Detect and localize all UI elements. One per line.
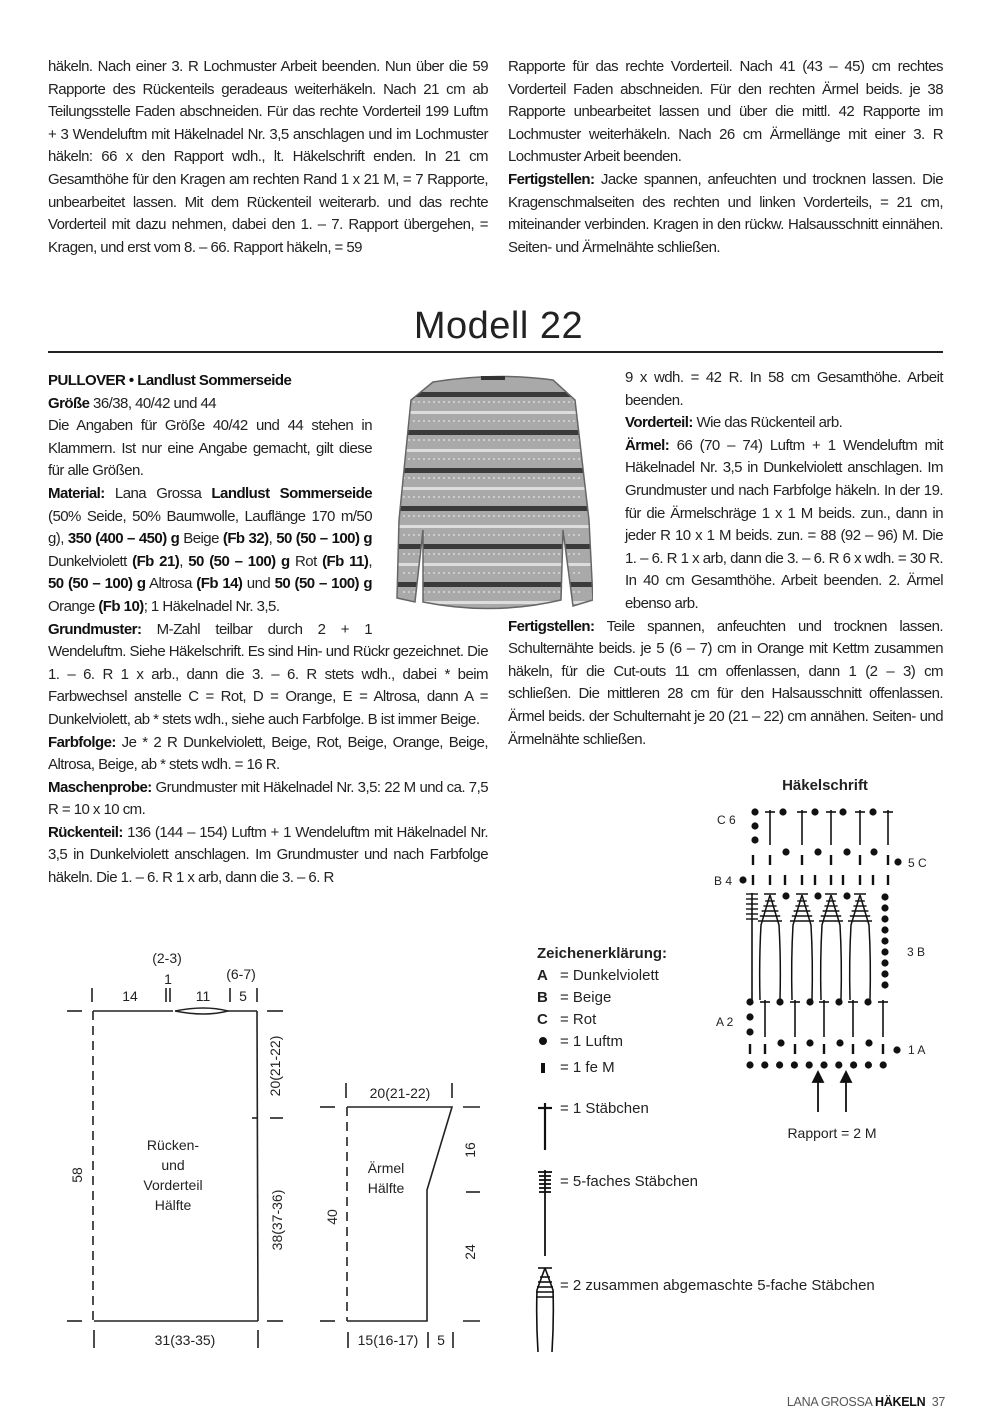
chain-stitch-mark — [806, 1039, 813, 1046]
body-label-3: Vorderteil — [143, 1177, 203, 1193]
text-run: Beige — [179, 530, 223, 548]
bold-label: Material: — [48, 484, 105, 502]
legend-text-single: = 1 fe M — [560, 1059, 615, 1076]
chain-stitch-mark — [850, 1061, 857, 1068]
single-crochet-mark — [814, 875, 816, 885]
bold-label: 350 (400 – 450) g — [67, 530, 180, 548]
chain-stitch-mark — [746, 1061, 753, 1068]
legend-text-cluster: = 2 zusammen abgemaschte 5-fache Stäbchen — [560, 1277, 875, 1294]
single-crochet-mark — [830, 855, 832, 865]
chain-stitch-mark — [751, 836, 758, 843]
footer-magazine: HÄKELN — [875, 1395, 926, 1409]
single-crochet-mark — [801, 875, 803, 885]
crochet-chart — [714, 777, 927, 1141]
single-crochet-mark — [842, 875, 844, 885]
page-number: 37 — [931, 1395, 945, 1409]
row-label-a2: A 2 — [716, 1015, 734, 1029]
chain-stitch-mark — [870, 848, 877, 855]
chain-stitch-mark — [864, 998, 871, 1005]
body-label-4: Hälfte — [154, 1197, 192, 1213]
chain-stitch-mark — [751, 822, 758, 829]
dim-lower-height: 38(37-36) — [269, 1189, 285, 1251]
footer-brand: LANA GROSSA — [786, 1395, 872, 1409]
text-run: , — [268, 530, 277, 548]
single-crochet-mark — [830, 875, 832, 885]
chain-stitch-mark — [776, 1061, 783, 1068]
single-crochet-mark — [769, 875, 771, 885]
single-crochet-mark — [794, 1044, 796, 1054]
chain-stitch-mark — [880, 1061, 887, 1068]
chain-stitch-mark — [881, 970, 888, 977]
dim-bottom-width: 31(33-35) — [154, 1332, 216, 1348]
chain-stitch-mark — [839, 808, 846, 815]
text-run: Orange — [48, 597, 99, 615]
model-title: Modell 22 — [413, 305, 584, 347]
chain-dot-icon — [539, 1037, 547, 1045]
text-run: Rot — [289, 552, 323, 570]
bold-label: (Fb 14) — [196, 575, 243, 593]
chain-stitch-mark — [776, 998, 783, 1005]
chain-stitch-mark — [835, 1061, 842, 1068]
dim-upper-height: 20(21-22) — [267, 1035, 283, 1097]
single-crochet-mark — [882, 1044, 884, 1054]
chain-stitch-mark — [881, 926, 888, 933]
page-footer — [787, 1395, 945, 1409]
single-crochet-mark — [749, 1044, 751, 1054]
chain-stitch-mark — [881, 959, 888, 966]
chain-stitch-mark — [881, 915, 888, 922]
dim-top-b: 1 — [164, 971, 172, 987]
single-crochet-mark — [859, 875, 861, 885]
text-run: 9 x wdh. = 42 R. In 58 cm Gesamthöhe. Arbeit beenden. — [625, 369, 943, 409]
single-crochet-mark — [784, 875, 786, 885]
row-label-5c: 5 C — [908, 856, 927, 870]
sleeve-label-2: Hälfte — [367, 1180, 405, 1196]
chain-stitch-mark — [893, 1046, 900, 1053]
chain-stitch-mark — [751, 808, 758, 815]
single-crochet-mark — [752, 855, 754, 865]
text-run: 36/38, 40/42 und 44 — [89, 394, 217, 412]
text-run: Grundmuster mit Häkelnadel Nr. 3,5: 22 M und ca. 7,5 R = 10 x 10 cm. — [48, 778, 488, 819]
chart-title: Häkelschrift — [782, 777, 868, 794]
single-crochet-mark — [872, 875, 874, 885]
single-crochet-mark — [859, 855, 861, 865]
bold-label: Rückenteil: — [48, 823, 123, 841]
single-crochet-mark — [801, 855, 803, 865]
chain-stitch-mark — [894, 858, 901, 865]
row-label-3b: 3 B — [907, 945, 926, 959]
text-run: häkeln. Nach einer 3. R Lochmuster Arbeit beenden. Nun über die 59 Rapporte des Rückenteils geradeaus weiterhäkeln. Nach 21 cm ab Teilungsstelle Faden abschneiden. Für das rechte Vorderteil 199 Luftm + 3 Wendeluftm mit Häkelnadel Nr. 3,5 anschlagen und im Lochmuster häkeln: 66 x den Rapport wdh., lt. Häkelschrift enden. In 21 cm Gesamthöhe für den Kragen am rechten Rand 1 x 21 M, = 7 Rapporte, unbearbeitet lassen. Mit dem Rückenteil weiterarb. und das rechte Vorderteil mit dazu nehmen, dabei den 1. – 7. Rapport übergehen, = Kragen, und erst vom 8. – 66. Rapport häkeln, = 59 — [48, 58, 488, 256]
text-run: , — [368, 552, 372, 570]
single-crochet-icon — [541, 1063, 545, 1073]
text-run: Teile spannen, anfeuchten und trocknen lassen. Schulternähte beids. je 5 (6 – 7) cm in Orange mit Kettm zusammen häkeln, für die Cut-outs 11 cm offenlassen, dann 1 (2 – 3) cm schließen. Die mittleren 28 cm für den Halsausschnitt offenlassen. Ärmel beids. der Schulternaht je 20 (21 – 22) cm annähen. Seiten- und Ärmelnähte schließen. — [508, 617, 943, 748]
bold-label: (Fb 11) — [322, 552, 369, 570]
chain-stitch-mark — [746, 1013, 753, 1020]
chain-stitch-mark — [835, 998, 842, 1005]
chain-stitch-mark — [782, 892, 789, 899]
sleeve-label-1: Ärmel — [367, 1160, 405, 1176]
sleeve-upper-height: 16 — [462, 1142, 478, 1158]
sleeve-schematic — [320, 1083, 480, 1348]
chain-stitch-mark — [782, 848, 789, 855]
chain-stitch-mark — [820, 1061, 827, 1068]
chain-stitch-mark — [806, 998, 813, 1005]
bold-label: Farbfolge: — [48, 733, 116, 751]
sleeve-top-width: 20(21-22) — [369, 1085, 431, 1101]
legend-text-a: = Dunkelviolett — [560, 967, 659, 984]
text-run: ; 1 Häkelnadel Nr. 3,5. — [143, 597, 280, 615]
text-run: Altrosa — [145, 575, 197, 593]
text-run: M-Zahl teilbar durch 2 + 1 Wendeluftm. Siehe Häkelschrift. Es sind Hin- und Rückr gezeichnet. Die 1. – 6. R 1 x arb., dann die 3. – 6. R stets wdh., dabei * beim Farbwechsel anstelle C = Rot, D = Orange, E = Altrosa, dann A = Dunkelviolett, ab * stets wdh., siehe auch Farbfolge. B ist immer Beige. — [48, 620, 488, 728]
chain-stitch-mark — [881, 981, 888, 988]
chain-stitch-mark — [869, 808, 876, 815]
chain-stitch-mark — [739, 876, 746, 883]
dim-width-3: 5 — [239, 988, 247, 1004]
single-crochet-mark — [764, 1044, 766, 1054]
dim-width-1: 14 — [122, 988, 138, 1004]
chain-stitch-mark — [865, 1039, 872, 1046]
bold-label: (Fb 32) — [222, 530, 269, 548]
legend-text-quintuple: = 5-faches Stäbchen — [560, 1173, 699, 1190]
legend-key-a: A — [537, 967, 548, 984]
chain-stitch-mark — [806, 1061, 813, 1068]
bold-label: 50 (50 – 100) g — [276, 530, 372, 548]
single-crochet-mark — [887, 855, 889, 865]
row-label-b4: B 4 — [714, 874, 733, 888]
chain-stitch-mark — [814, 848, 821, 855]
chain-stitch-mark — [881, 904, 888, 911]
chain-stitch-mark — [779, 808, 786, 815]
text-run: und — [242, 575, 275, 593]
body-label-1: Rücken- — [146, 1137, 200, 1153]
bold-label: Maschenprobe: — [48, 778, 152, 796]
sleeve-lower-height: 24 — [462, 1244, 478, 1260]
chain-stitch-mark — [881, 948, 888, 955]
double-crochet-icon — [538, 1103, 552, 1150]
text-run: 66 (70 – 74) Luftm + 1 Wendeluftm mit Häkelnadel Nr. 3,5 in Dunkelviolett anschlagen. Im Grundmuster und nach Farbfolge häkeln. In der 19. für die Ärmelschräge 1 x 1 M beids. zun., dann in jeder R 10 x 1 M beids. zun. = 88 (92 – 96) M. Die 1. – 6. R 1 x arb, dann die 3. – 6. R 6 x wdh. = 30 R. In 40 cm Gesamthöhe. Arbeit beenden. 2. Ärmel ebenso arb. — [625, 436, 943, 612]
text-run: (50% Seide, 50% Baumwolle, Lauflänge 170 m/50 g), — [48, 507, 372, 548]
row-label-c6: C 6 — [717, 813, 736, 827]
chain-stitch-mark — [865, 1061, 872, 1068]
bold-label: 50 (50 – 100) g — [274, 575, 373, 593]
dim-top-c: (6-7) — [226, 966, 256, 982]
chain-stitch-mark — [777, 1039, 784, 1046]
text-run: Rapporte für das rechte Vorderteil. Nach 41 (43 – 45) cm rechtes Vorderteil Faden abschneiden. Für den rechten Ärmel beids. je 38 Rapporte unbearbeitet lassen und über die mittl. 42 Rapporte im Lochmuster weiterhäkeln. Nach 26 cm Ärmellänge mit einer 3. R Lochmuster Arbeit beenden. — [508, 58, 943, 166]
legend-key-b: B — [537, 989, 548, 1006]
bold-label: PULLOVER • Landlust Sommerseide — [48, 372, 292, 389]
repeat-arrows — [813, 1072, 851, 1112]
single-crochet-mark — [769, 855, 771, 865]
bold-label: Fertigstellen: — [508, 170, 595, 188]
row-label-1a: 1 A — [908, 1043, 926, 1057]
chain-stitch-mark — [843, 848, 850, 855]
sleeve-total-height: 40 — [324, 1209, 340, 1225]
bold-label: Fertigstellen: — [508, 617, 595, 635]
single-crochet-mark — [823, 1044, 825, 1054]
legend-text-b: = Beige — [560, 989, 612, 1006]
cluster-icon — [536, 1268, 554, 1352]
text-run: Je * 2 R Dunkelviolett, Beige, Rot, Beige, Orange, Beige, Altrosa, Beige, ab * stets wdh. = 16 R. — [48, 733, 488, 774]
bold-label: Grundmuster: — [48, 620, 142, 638]
text-run: Dunkelviolett — [48, 552, 133, 570]
sleeve-bottom-width-2: 5 — [437, 1332, 445, 1348]
bold-label: Größe — [48, 394, 90, 412]
bold-label: (Fb 10) — [98, 597, 144, 615]
chain-stitch-mark — [811, 808, 818, 815]
text-run: Lana Grossa — [104, 484, 212, 502]
bold-label: Ärmel: — [625, 436, 670, 454]
bold-label: 50 (50 – 100) g — [188, 552, 290, 570]
bold-label: (Fb 21) — [132, 552, 180, 570]
legend-text-double: = 1 Stäbchen — [560, 1100, 649, 1117]
chain-stitch-mark — [881, 937, 888, 944]
text-run: Jacke spannen, anfeuchten und trocknen lassen. Die Kragenschmalseiten des rechten und linken Vorderteils, = 21 cm, miteinander verbinden. Kragen in den rückw. Halsausschnitt einnähen. Seiten- und Ärmelnähte schließen. — [508, 170, 943, 256]
single-crochet-mark — [752, 875, 754, 885]
legend-text-chain: = 1 Luftm — [560, 1033, 623, 1050]
chain-stitch-mark — [746, 998, 753, 1005]
dim-width-2: 11 — [195, 988, 211, 1004]
legend-title: Zeichenerklärung: — [537, 945, 668, 962]
dim-top-a: (2-3) — [152, 950, 182, 966]
text-run: Die Angaben für Größe 40/42 und 44 stehen in Klammern. Ist nur eine Angabe gemacht, gilt diese für alle Größen. — [48, 417, 372, 480]
chain-stitch-mark — [881, 893, 888, 900]
single-crochet-mark — [887, 875, 889, 885]
bold-label: 50 (50 – 100) g — [48, 575, 146, 593]
legend-text-c: = Rot — [560, 1011, 597, 1028]
chain-stitch-mark — [843, 892, 850, 899]
chain-stitch-mark — [814, 892, 821, 899]
legend-key-c: C — [537, 1011, 548, 1028]
quintuple-treble-icon — [538, 1170, 552, 1256]
bold-label: Landlust Sommerseide — [211, 484, 372, 502]
text-run: Wie das Rückenteil arb. — [692, 414, 843, 432]
text-run: , — [179, 552, 189, 570]
body-schematic-labels — [69, 950, 285, 1348]
chain-stitch-mark — [791, 1061, 798, 1068]
chain-stitch-mark — [836, 1039, 843, 1046]
dim-total-height: 58 — [69, 1167, 85, 1183]
single-crochet-mark — [852, 1044, 854, 1054]
text-run: 136 (144 – 154) Luftm + 1 Wendeluftm mit Häkelnadel Nr. 3,5 in Dunkelviolett anschlagen. Im Grundmuster und nach Farbfolge häkeln. Die 1. – 6. R 1 x arb, dann die 3. – 6. R — [48, 823, 488, 887]
bold-label: Vorderteil: — [625, 414, 693, 432]
body-label-2: und — [161, 1157, 185, 1173]
repeat-label: Rapport = 2 M — [787, 1125, 877, 1141]
chain-stitch-mark — [746, 1028, 753, 1035]
sleeve-bottom-width: 15(16-17) — [357, 1332, 419, 1348]
chain-stitch-mark — [761, 1061, 768, 1068]
